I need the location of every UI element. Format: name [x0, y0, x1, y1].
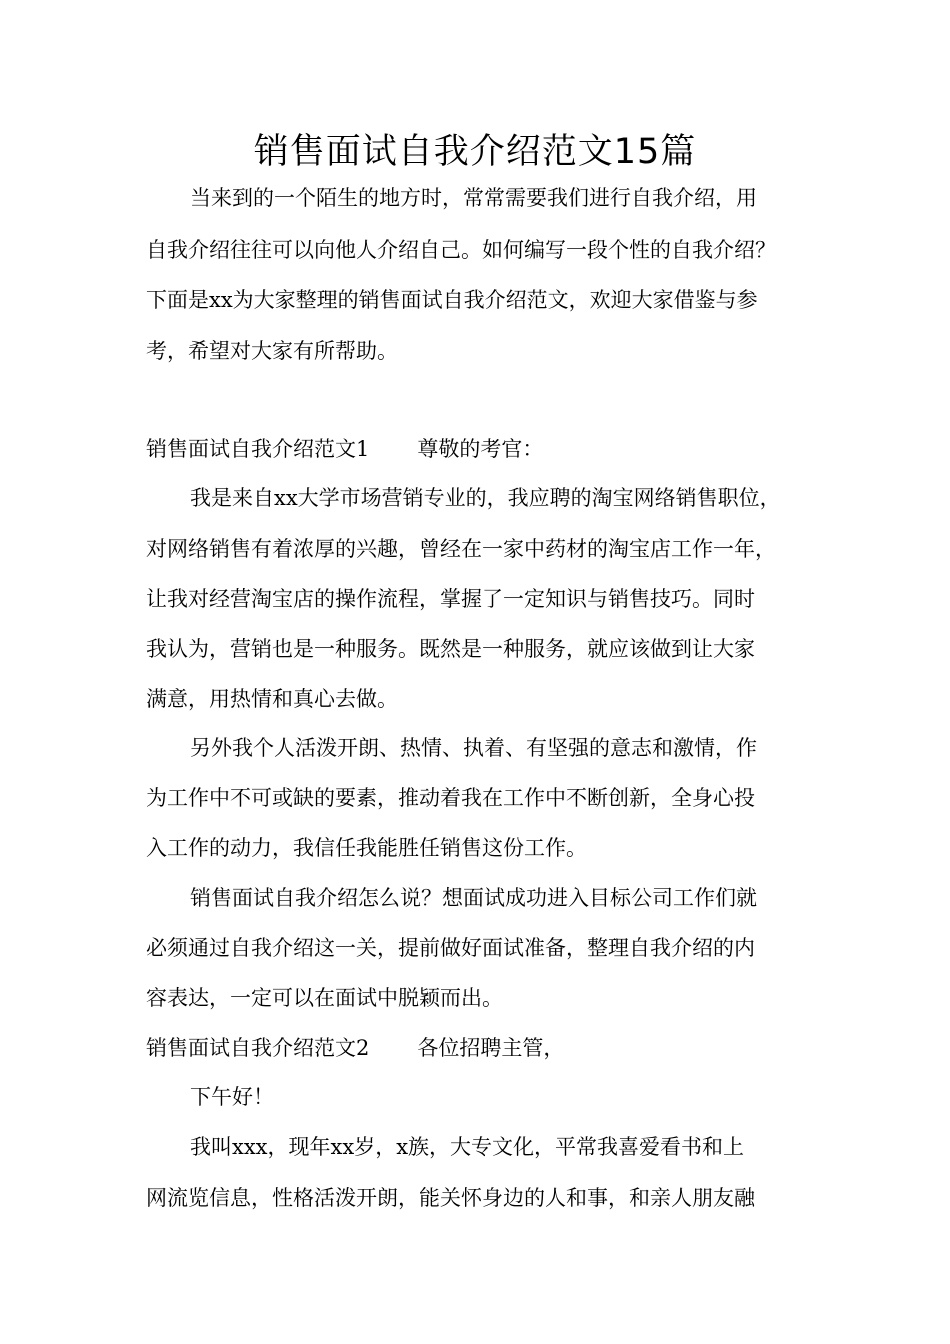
intro-line-2: 自我介绍往往可以向他人介绍自己。如何编写一段个性的自我介绍？	[146, 238, 776, 262]
s1-para2-line-2: 为工作中不可或缺的要素，推动着我在工作中不断创新，全身心投	[146, 786, 755, 810]
s1-para2-line-1: 另外我个人活泼开朗、热情、执着、有坚强的意志和激情，作	[190, 736, 757, 760]
s1-para1-line-4: 我认为，营销也是一种服务。既然是一种服务，就应该做到让大家	[146, 637, 755, 661]
s2-salutation: 下午好！	[190, 1085, 274, 1109]
s1-para3-line-1: 销售面试自我介绍怎么说？想面试成功进入目标公司工作们就	[190, 886, 757, 910]
section2-heading-line	[146, 1033, 564, 1063]
s2-para1-line-2: 网流览信息，性格活泼开朗，能关怀身边的人和事，和亲人朋友融	[146, 1186, 755, 1210]
section1-heading-line	[146, 434, 543, 464]
section1-greeting: 尊敬的考官：	[417, 437, 544, 461]
s2-para1-line-1: 我叫xxx，现年xx岁，x族，大专文化，平常我喜爱看书和上	[190, 1135, 745, 1159]
intro-line-3: 下面是xx为大家整理的销售面试自我介绍范文，欢迎大家借鉴与参	[146, 288, 758, 312]
s1-para1-line-5: 满意，用热情和真心去做。	[146, 687, 398, 711]
s1-para3-line-2: 必须通过自我介绍这一关，提前做好面试准备，整理自我介绍的内	[146, 936, 755, 960]
s1-para1-line-2: 对网络销售有着浓厚的兴趣，曾经在一家中药材的淘宝店工作一年，	[146, 537, 776, 561]
intro-line-1: 当来到的一个陌生的地方时，常常需要我们进行自我介绍，用	[190, 186, 757, 210]
section2-greeting: 各位招聘主管，	[417, 1036, 565, 1060]
s1-para3-line-3: 容表达，一定可以在面试中脱颖而出。	[146, 986, 503, 1010]
s1-para2-line-3: 入工作的动力，我信任我能胜任销售这份工作。	[146, 836, 587, 860]
s1-para1-line-1: 我是来自xx大学市场营销专业的，我应聘的淘宝网络销售职位，	[190, 486, 781, 510]
document-title: 销售面试自我介绍范文15篇	[253, 132, 697, 172]
section1-heading: 销售面试自我介绍范文1	[146, 437, 370, 461]
intro-line-4: 考，希望对大家有所帮助。	[146, 339, 398, 363]
section2-heading: 销售面试自我介绍范文2	[146, 1036, 370, 1060]
s1-para1-line-3: 让我对经营淘宝店的操作流程，掌握了一定知识与销售技巧。同时	[146, 587, 755, 611]
